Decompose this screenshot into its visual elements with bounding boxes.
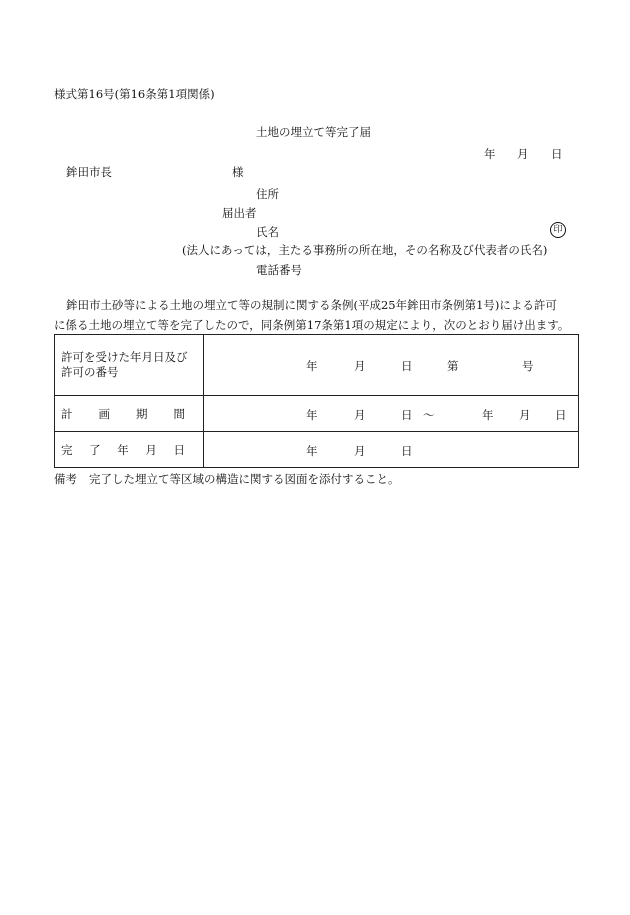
honorific: 様	[232, 165, 244, 179]
permit-label-line-1: 許可を受けた年月日及び	[61, 350, 188, 364]
date-year: 年	[484, 147, 496, 161]
plan-period-value-cell	[204, 396, 579, 432]
completion-month: 月	[354, 444, 366, 458]
permit-month: 月	[354, 359, 366, 373]
document-title: 土地の埋立て等完了届	[256, 125, 371, 139]
label-char: 完	[61, 442, 73, 457]
table-row	[55, 335, 579, 396]
label-char: 月	[145, 442, 157, 457]
table-row	[55, 396, 579, 432]
form-number: 様式第16号(第16条第1項関係)	[54, 87, 215, 101]
permit-day: 日	[401, 359, 413, 373]
completion-date-value-cell	[204, 432, 579, 468]
applicant-role: 届出者	[222, 206, 257, 220]
label-char: 年	[117, 442, 129, 457]
seal-mark: 印	[550, 222, 566, 238]
permit-dai: 第	[447, 359, 459, 373]
remarks-text: 完了した埋立て等区域の構造に関する図面を添付すること。	[89, 472, 400, 486]
label-char: 期	[136, 406, 148, 421]
label-char: 了	[89, 442, 101, 457]
permit-label-cell	[55, 335, 204, 396]
label-char: 計	[61, 406, 73, 421]
permit-go: 号	[522, 359, 534, 373]
completion-date-label	[61, 442, 185, 458]
date-month: 月	[517, 147, 529, 161]
completion-date-label-cell	[55, 432, 204, 468]
plan-start-month: 月	[354, 408, 366, 422]
plan-start-year: 年	[306, 408, 318, 422]
permit-value-cell	[204, 335, 579, 396]
permit-year: 年	[306, 359, 318, 373]
remarks-label: 備考	[54, 472, 77, 486]
plan-start-day: 日	[401, 408, 413, 422]
plan-period-label	[61, 406, 185, 422]
label-char: 日	[173, 442, 185, 457]
label-char: 間	[173, 406, 185, 421]
plan-end-month: 月	[519, 408, 531, 422]
completion-year: 年	[306, 444, 318, 458]
notification-table	[54, 334, 579, 468]
plan-end-day: 日	[555, 408, 567, 422]
address-label: 住所	[256, 187, 279, 201]
body-line-1: 鉾田市土砂等による土地の埋立て等の規制に関する条例(平成25年鉾田市条例第1号)による許可	[66, 298, 557, 312]
phone-label: 電話番号	[256, 263, 302, 277]
plan-end-year: 年	[482, 408, 494, 422]
period-tilde: ～	[423, 408, 435, 422]
name-label: 氏名	[256, 225, 279, 239]
remarks	[54, 471, 400, 487]
plan-period-label-cell	[55, 396, 204, 432]
table-row	[55, 432, 579, 468]
body-line-2: に係る土地の埋立て等を完了したので，同条例第17条第1項の規定により，次のとおり届け出ます。	[54, 318, 570, 332]
completion-day: 日	[401, 444, 413, 458]
body-paragraph	[54, 295, 580, 335]
permit-label-line-2: 許可の番号	[61, 365, 119, 379]
date-day: 日	[551, 147, 563, 161]
corporate-note: (法人にあっては，主たる事務所の所在地，その名称及び代表者の氏名)	[182, 243, 548, 257]
label-char: 画	[98, 406, 110, 421]
addressee: 鉾田市長	[66, 165, 112, 179]
